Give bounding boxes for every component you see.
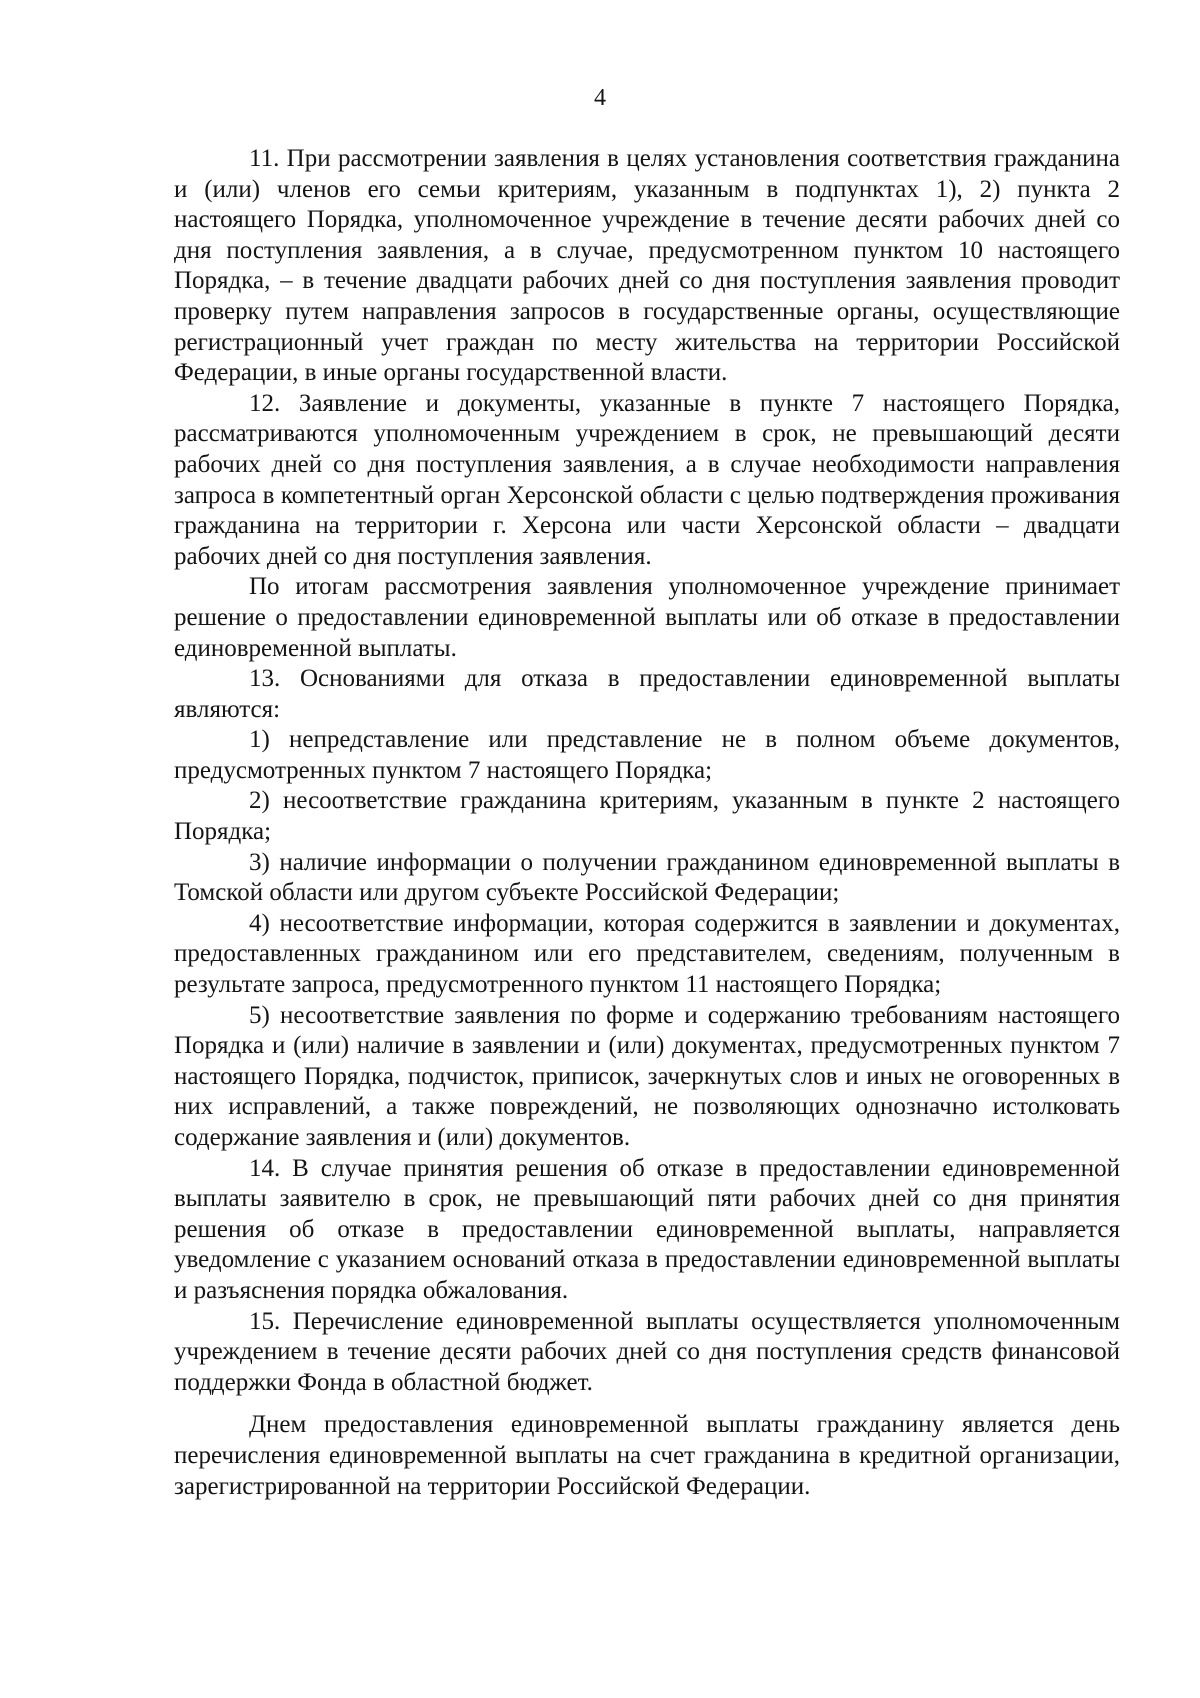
paragraph-14: 14. В случае принятия решения об отказе в предоставлении единовременной выплаты заявителю в срок, не превышающий пяти рабочих дней со дня принятия решения об отказе в предоставлении единовременной выплаты, направляется уведомление с указанием оснований отказа в предоставлении единовременной выплаты и разъяснения порядка обжалования. [174,1154,1120,1304]
paragraph-13-item-1: 1) непредставление или представление не в полном объеме документов, предусмотренных пунктом 7 настоящего Порядка; [174,726,1120,784]
paragraph-12-decision: По итогам рассмотрения заявления уполномоченное учреждение принимает решение о предоставлении единовременной выплаты или об отказе в предоставлении единовременной выплаты. [174,573,1120,662]
paragraph-13-item-4: 4) несоответствие информации, которая содержится в заявлении и документах, предоставленных гражданином или его представителем, сведениям, полученным в результате запроса, предусмотренного пунктом 11 настоящего Порядка; [174,909,1120,999]
document-body [174,144,1120,1502]
paragraph-13-item-2: 2) несоответствие гражданина критериям, указанным в пункте 2 настоящего Порядка; [174,787,1120,846]
page-number: 4 [594,85,606,111]
paragraph-15: 15. Перечисление единовременной выплаты осуществляется уполномоченным учреждением в течение десяти рабочих дней со дня поступления средств финансовой поддержки Фонда в областной бюджет. [174,1307,1120,1396]
paragraph-12: 12. Заявление и документы, указанные в пункте 7 настоящего Порядка, рассматриваются уполномоченным учреждением в срок, не превышающий десяти рабочих дней со дня поступления заявления, а в случае необходимости направления запроса в компетентный орган Херсонской области с целью подтверждения проживания гражданина на территории г. Херсона или части Херсонской области – двадцати рабочих дней со дня поступления заявления. [174,389,1120,570]
paragraph-11: 11. При рассмотрении заявления в целях установления соответствия гражданина и (или) членов его семьи критериям, указанным в подпунктах 1), 2) пункта 2 настоящего Порядка, уполномоченное учреждение в течение десяти рабочих дней со дня поступления заявления, а в случае, предусмотренном пунктом 10 настоящего Порядка, – в течение двадцати рабочих дней со дня поступления заявления проводит проверку путем направления запросов в государственные органы, осуществляющие регистрационный учет граждан по месту жительства на территории Российской Федерации, в иные органы государственной власти. [174,145,1120,387]
paragraph-15-payment-day: Днем предоставления единовременной выплаты гражданину является день перечисления единовременной выплаты на счет гражданина в кредитной организации, зарегистрированной на территории Российской Федерации. [174,1411,1120,1500]
paragraph-13-item-3: 3) наличие информации о получении гражданином единовременной выплаты в Томской области или другом субъекте Российской Федерации; [174,848,1120,907]
paragraph-13: 13. Основаниями для отказа в предоставлении единовременной выплаты являются: [174,665,1120,723]
paragraph-13-item-5: 5) несоответствие заявления по форме и содержанию требованиям настоящего Порядка и (или) наличие в заявлении и (или) документах, предусмотренных пунктом 7 настоящего Порядка, подчисток, приписок, зачеркнутых слов и иных не оговоренных в них исправлений, а также повреждений, не позволяющих однозначно истолковать содержание заявления и (или) документов. [174,1001,1120,1151]
